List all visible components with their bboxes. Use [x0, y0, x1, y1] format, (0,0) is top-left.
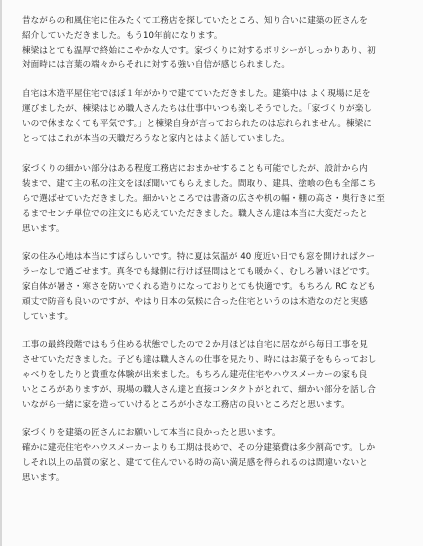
text-line: 対面時には言葉の端々からそれに対する強い自信が感じられました。 — [22, 60, 290, 71]
paragraph — [22, 250, 405, 324]
text-line: 紹介していただきました。もう10年前になります。 — [22, 30, 223, 41]
text-line: いので休まなくても平気です。」と棟梁自身が言っておられたのは忘れられません。棟梁に — [22, 118, 372, 129]
text-line: 昔ながらの和風住宅に住みたくて工務店を探していたところ、知り合いに建築の匠さんを — [22, 16, 368, 26]
text-line: 思います。 — [22, 472, 65, 483]
text-line: 家自体が暑さ・寒さを防いでくれる造りになっておりとても快適です。もちろん RC なども — [22, 281, 376, 292]
text-line: 頑丈で防音も良いのですが、やはり日本の気候に合った住宅というのは木造なのだと実感 — [22, 296, 368, 307]
text-line: ゃべりをしたりと貴重な体験が出来ました。もちろん建売住宅やハウスメーカーの家も良 — [22, 369, 368, 380]
paragraph — [22, 338, 405, 412]
text-line: させていただきました。子ども達は職人さんの仕事を見たり、時にはお菓子をもらっておし — [22, 355, 377, 366]
text-line: らで選ばせていただきました。細かいところでは書斎の広さや机の幅・棚の高さ・奥行きに至 — [22, 193, 385, 204]
paragraph — [22, 14, 405, 73]
paragraph — [22, 426, 405, 485]
paragraph — [22, 162, 405, 236]
text-line: 棟梁はとても温厚で終始にこやかな人です。家づくりに対するポリシーがしっかりあり、初 — [22, 45, 376, 56]
text-line: とってはこれが本当の天職だろうなと家内とはよく話していました。 — [22, 133, 290, 144]
text-line: 工事の最終段階ではもう住める状態でしたので２か月ほどは自宅に居ながら毎日工事を見 — [22, 340, 368, 351]
text-line: 運びましたが、棟梁はじめ職人さんたちは仕事中いつも楽しそうでした。「家づくりが楽し — [22, 103, 373, 114]
text-line: いところがありますが、現場の職人さん達と直接コンタクトがとれて、細かい部分を話し合 — [22, 384, 376, 395]
text-line: ラーなしで過ごせます。真冬でも縁側に行けば昼間はとても暖かく、むしろ暑いほどです。 — [22, 267, 375, 278]
text-line: 思います。 — [22, 223, 65, 234]
text-line: 自宅は木造平屋住宅でほぼ１年がかりで建てていただきました。建築中は よく現場に足を — [22, 89, 371, 100]
text-line: 家の住み心地は本当にすばらしいです。特に夏は気温が 40 度近い日でも窓を開ければクー — [22, 252, 376, 263]
text-line: しそれ以上の品質の家と、建てて住んでいる時の高い満足感を得られるのは間違いないと — [22, 457, 368, 468]
scan-edge-shadow — [0, 0, 2, 546]
paragraph — [22, 87, 405, 146]
text-line: 確かに建売住宅やハウスメーカーよりも工期は長めで、その分建築費は多少割高です。しか — [22, 443, 376, 454]
document-body — [22, 14, 405, 486]
text-line: しています。 — [22, 311, 74, 322]
text-line: 家づくりの細かい部分はある程度工務店におまかせすることも可能でしたが、設計から内 — [22, 164, 368, 175]
text-line: いながら一緒に家を造っていけるところが小さな工務店の良いところだと思います。 — [22, 399, 350, 410]
text-line: 装まで、建て主の私の注文をほぼ聞いてもらえました。間取り、建具、塗喰の色も全部こち — [22, 179, 377, 190]
text-line: るまでセンチ単位での注文にも応えていただきました。職人さん達は本当に大変だったと — [22, 208, 368, 219]
text-line: 家づくりを建築の匠さんにお願いして本当に良かったと思います。 — [22, 428, 281, 439]
